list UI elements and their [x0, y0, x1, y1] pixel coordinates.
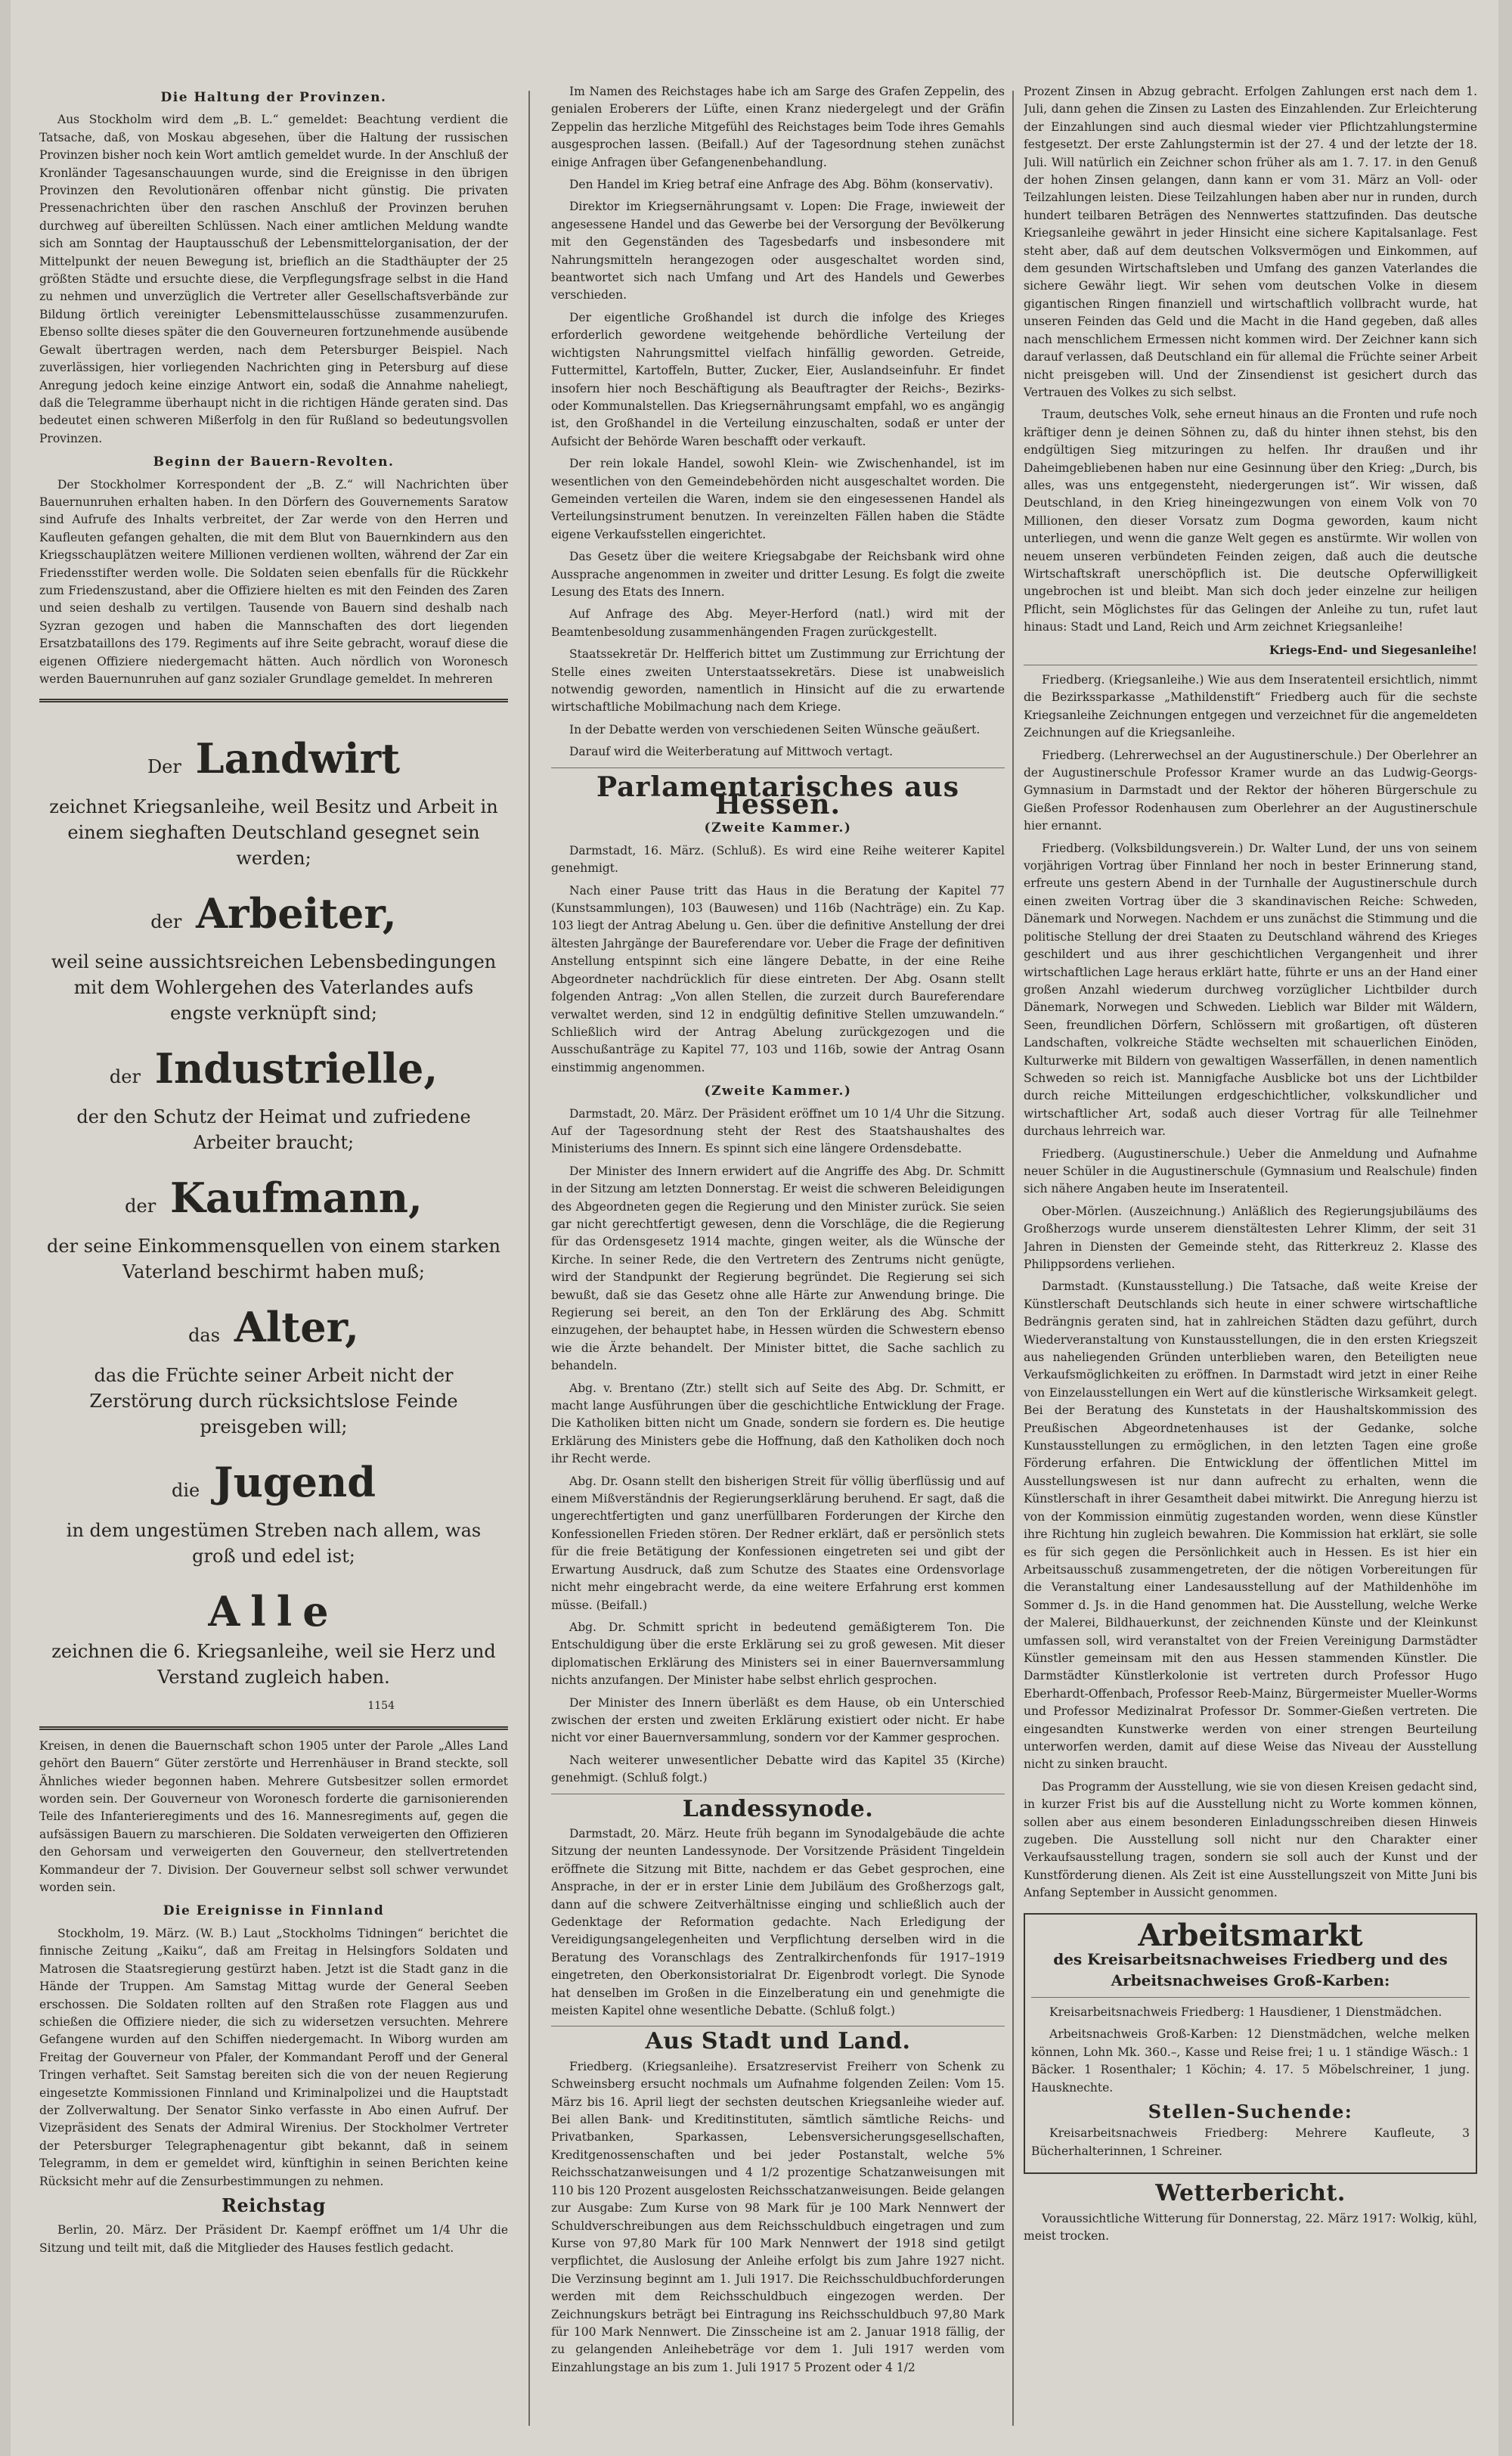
- article-paragraph: Kreisen, in denen die Bauernschaft schon 1905 unter der Parole „Alles Land gehört den Bauern“ Güter zerstörte und Herrenhäuser in Brand steckte, soll Ähnliches wieder begonnen haben. Mehrere Gutsbesitzer sollen ermordet worden sein. Der Gouverneur von Woronesch forderte die garnisonierenden Teile des Infanterieregiments und des 16. Mannesregiments auf, gegen die aufsässigen Bauern zu marschieren. Die Soldaten verweigerten den Offizieren den Gehorsam und verweigerten den Gouverneur, den stellvertretenden Kommandeur der 7. Division. Der Gouverneur selbst soll schwer verwundet worden sein.: [39, 1738, 508, 1895]
- article-heading: Die Haltung der Provinzen.: [160, 90, 387, 105]
- labor-market-entry: Arbeitsnachweis Groß-Karben: 12 Dienstmädchen, welche melken können, Lohn Mk. 360.–, Kasse und Reise frei; 1 u. 1 ständige Wäsch.: 1 Bäcker. 1 Rosenthaler; 1 Köchin; 4. 17. 5 Möbelschreiner, 1 jung. Hausknechte.: [1031, 2027, 1470, 2095]
- sub-heading: (Zweite Kammer.): [704, 820, 852, 836]
- ad-text: der seine Einkommensquellen von einem starken Vaterland beschirmt haben muß;: [47, 1236, 500, 1283]
- ad-text: der den Schutz der Heimat und zufriedene Arbeiter braucht;: [76, 1106, 471, 1154]
- article-paragraph: Abg. Dr. Schmitt spricht in bedeutend gemäßigterem Ton. Die Entschuldigung über die erste Erklärung sei zu groß gewesen. Mit dieser diplomatischen Erklärung des Ministers sei in einer Bauernversammlung nichts anzufangen. Der Minister habe selbst ehrlich gesprochen.: [551, 1620, 1005, 1688]
- ad-line: [47, 1175, 500, 1285]
- local-news-item: Darmstadt. (Kunstausstellung.) Die Tatsache, daß weite Kreise der Künstlerschaft Deutschlands sich heute in einer schwere wirtschaftliche Bedrängnis geraten sind, hat in zahlreichen Städten dazu geführt, durch Wiederveranstaltung von Kunstausstellungen, die in den ersten Kriegszeit aus naheliegenden Gründen unterblieben waren, den Beteiligten neue Verkaufsmöglichkeiten zu eröffnen. In Darmstadt wird jetzt in einer Reihe von Einzelausstellungen ein Wert auf die künstlerische Wirksamkeit gelegt. Bei der Beratung des Kunstetats in der Haushaltskommission des Preußischen Abgeordnetenhauses ist der Gedanke, solche Kunstausstellungen zu ermöglichen, in den letzten Tagen eine große Förderung erfahren. Die Entwicklung der öffentlichen Mittel im Ausstellungswesen ist nur dann aufrecht zu erhalten, wenn die Künstlerschaft in ihrer Gesamtheit dabei mitwirkt. Die Anregung hierzu ist von der Kommission einmütig zugestanden worden, wenn diese Künstler ihre Richtung hin zugleich bewahren. Die Kommission hat erklärt, sie solle es für sich gegen die Persönlichkeit auch in Hessen. Es ist hier ein Arbeitsausschuß zusammengetreten, der die nötigen Vorbereitungen für die Veranstaltung einer Landesausstellung auf der Mathildenhöhe im Sommer d. Js. in die Hand genommen hat. Die Ausstellung, welche Werke der Malerei, Bildhauerkunst, der zeichnenden Künste und der Kleinkunst umfassen soll, wird veranstaltet von der Freien Vereinigung Darmstädter Künstler gemeinsam mit den aus Hessen stammenden Künstler. Die Darmstädter Künstlerkolonie ist vertreten durch Professor Hugo Eberhardt-Offenbach, Professor Reeb-Mainz, Bürgermeister Mueller-Worms und Professor Medizinalrat Professor Dr. Sommer-Gießen vertreten. Die eingesandten Kunstwerke werden von einer strengen Beurteilung unterworfen werden, damit auf diese Weise das Niveau der Ausstellung nicht zu sinken braucht.: [1024, 1279, 1477, 1772]
- article-paragraph: Der eigentliche Großhandel ist durch die infolge des Krieges erforderlich gewordene weitgehende behördliche Verteilung der wichtigsten Nahrungsmittel vielfach hinfällig geworden. Getreide, Futtermittel, Kartoffeln, Butter, Zucker, Eier, Auslandseinfuhr. Er findet insofern hier noch Beschäftigung als Beauftragter der Reichs-, Bezirks- oder Kommunalstellen. Das Kriegsernährungsamt empfahl, wo es angängig ist, den Großhandel in die Verteilung einzuschalten, sodaß er unter der Aufsicht der Behörde Waren beschafft oder verkauft.: [551, 310, 1005, 448]
- article-paragraph: Aus Stockholm wird dem „B. L.“ gemeldet: Beachtung verdient die Tatsache, daß, von Moskau abgesehen, über die Haltung der russischen Provinzen bisher noch kein Wort amtlich gemeldet wurde. In der Anschluß der Kronländer Tagesanschauungen wurde, sind die Ereignisse in den übrigen Provinzen den Revolutionären offenbar nicht günstig. Die privaten Pressenachrichten über den raschen Anschluß der Provinzen beruhen durchweg auf übereilten Schlüssen. Nach einer amtlichen Meldung wandte sich am Sonntag der Hauptausschuß der Lebensmittelorganisation, der der Mittelpunkt der neuen Bewegung ist, brieflich an die Stadthäupter der 25 größten Städte und ersuchte diese, die Verpflegungsfrage selbst in die Hand zu nehmen und unverzüglich die Vertreter aller Gesellschaftsverbände zur Bildung örtlich vereinigter Lebensmittelausschüsse zusammenzurufen. Ebenso sollte dieses später die den Gouverneuren fortzunehmende ausübende Gewalt übertragen werden, nach dem Petersburger Beispiel. Nach zuverlässigen, hier vorliegenden Nachrichten ging in Petersburg auf diese Anregung jedoch keine einzige Antwort ein, sodaß die Annahme naheliegt, daß die Telegramme überhaupt nicht in die richtigen Hände geraten sind. Das bedeutet einen schweren Mißerfolg in den für Rußland so bedeutungsvollen Provinzen.: [39, 113, 508, 445]
- ad-keyword: der Industrielle,: [109, 1044, 438, 1093]
- ad-text: das die Früchte seiner Arbeit nicht der Zerstörung durch rücksichtslose Feinde preisgeben will;: [89, 1365, 458, 1438]
- ad-text: zeichnen die 6. Kriegsanleihe, weil sie Herz und Verstand zugleich haben.: [51, 1641, 496, 1688]
- ad-line: [47, 891, 500, 1026]
- local-news-item: Friedberg. (Augustinerschule.) Ueber die Anmeldung und Aufnahme neuer Schüler in die Augustinerschule (Gymnasium und Realschule) finden sich nähere Angaben heute im Inseratenteil.: [1024, 1146, 1477, 1196]
- section-heading: Aus Stadt und Land.: [645, 2028, 911, 2055]
- column-rule: [1012, 91, 1014, 2426]
- local-news-item: Das Programm der Ausstellung, wie sie von diesen Kreisen gedacht sind, in kurzer Frist bis auf die Ausstellung nicht zu Worte kommen können, sollen aber aus einem besonderen Einladungsschreiben diesen Hinweis zugeben. Die Ausstellung soll nicht nur den Charakter einer Verkaufsausstellung tragen, sondern sie soll auch der Kunst und der Kunstförderung dienen. Als Zeit ist eine Ausstellungszeit von Mitte Juni bis Anfang September in Aussicht genommen.: [1024, 1779, 1477, 1900]
- ad-line: [47, 736, 500, 871]
- article-heading: Die Ereignisse in Finnland: [163, 1903, 385, 1919]
- article-paragraph: Der Minister des Innern erwidert auf die Angriffe des Abg. Dr. Schmitt in der Sitzung am letzten Donnerstag. Er weist die schweren Beleidigungen des Abgeordneten gegen die Regierung und den Minister zurück. Sie seien gar nicht gerechtfertigt gewesen, denn die Vorschläge, die die Regierung für das Ordensgesetz 1914 machte, gingen weiter, als die Wünsche der Kirche. In seiner Rede, die den Vertretern des Zentrums nicht genügte, wird der Standpunkt der Regierung begründet. Die Regierung sei sich bewußt, daß sie das Gesetz ohne alle Härte zur Anwendung bringe. Die Regierung sei bereit, an den Ton der Erklärung des Abg. Schmitt einzugehen, der behauptet habe, in Hessen würden die Schwestern ebenso wie die Ärzte behandelt. Der Minister bittet, die Sache sachlich zu behandeln.: [551, 1164, 1005, 1373]
- article-paragraph: Darmstadt, 20. März. Der Präsident eröffnet um 10 1/4 Uhr die Sitzung. Auf der Tagesordnung steht der Rest des Staatshaushaltes des Ministeriums des Innern. Es spinnt sich eine längere Ordensdebatte.: [551, 1106, 1005, 1156]
- article-paragraph: In der Debatte werden von verschiedenen Seiten Wünsche geäußert.: [569, 722, 981, 736]
- ad-text: zeichnet Kriegsanleihe, weil Besitz und Arbeit in einem sieghaften Deutschland gesegnet sein werden;: [49, 796, 498, 870]
- article-paragraph: Darmstadt, 20. März. Heute früh begann im Synodalgebäude die achte Sitzung der neunten Landessynode. Der Vorsitzende Präsident Tingeldein eröffnete die Sitzung mit Bitte, nachdem er das Gebet gesprochen, eine Ansprache, in der er in erster Linie dem Jubiläum des Großherzogs galt, dann auf die schwere Zeitverhältnisse einging und schließlich auch der Gedenktage der Reformation gedachte. Nach Erledigung der Vereidigungsangelegenheiten und Verpflichtung derselben wird in die Beratung des Voranschlags des Zentralkirchenfonds für 1917–1919 eingetreten, den Oberkonsistorialrat Dr. Eigenbrodt vorlegt. Die Synode hat denselben im Großen in die Einzelberatung ein und genehmigte die meisten Kapitel ohne wesentliche Debatte. (Schluß folgt.): [551, 1826, 1005, 2018]
- article-paragraph: Nach weiterer unwesentlicher Debatte wird das Kapitel 35 (Kirche) genehmigt. (Schluß folgt.): [551, 1753, 1005, 1785]
- article-paragraph: Prozent Zinsen in Abzug gebracht. Erfolgen Zahlungen erst nach dem 1. Juli, dann gehen die Zinsen zu Lasten des Einzahlenden. Zur Erleichterung der Einzahlungen sind auch diesmal wieder vier Pflichtzahlungstermine festgesetzt. Der erste Zahlungstermin ist der 27. 4 und der letzte der 18. Juli. Will natürlich ein Zeichner schon früher als am 1. 7. 17. in den Genuß der hohen Zinsen gelangen, dann kann er vom 31. März an Voll- oder Teilzahlungen leisten. Diese Teilzahlungen haben aber nur in runden, durch hundert teilbaren Beträgen des Nennwertes stattzufinden. Das deutsche Kriegsanleihe gewährt in jeder Hinsicht eine sichere Kapitalsanlage. Fest steht aber, daß auf dem deutschen Volksvermögen und Einkommen, auf dem gesunden Wirtschaftsleben und Umfang des ganzen Vaterlandes die sichere Gewähr liegt. Wir sehen vom deutschen Volke in diesem gigantischen Ringen finanziell und wirtschaftlich vollbracht wurde, hat unseren Feinden das Geld und die Macht in die Hand gegeben, daß alles nach menschlichem Ermessen nicht kommen wird. Der Zeichner kann sich darauf verlassen, daß Deutschland ein für allemal die Früchte seiner Arbeit nicht preisgeben will. Und der Zinsendienst ist gesichert durch das Vertrauen des Volkes zu sich selbst.: [1024, 85, 1477, 399]
- article-heading: Beginn der Bauern-Revolten.: [153, 454, 395, 470]
- column-1: [39, 83, 508, 2433]
- ad-keyword: Der Landwirt: [147, 734, 401, 783]
- column-rule: [528, 91, 530, 2426]
- weather-heading: Wetterbericht.: [1155, 2180, 1346, 2207]
- article-paragraph: Direktor im Kriegsernährungsamt v. Lopen: Die Frage, inwieweit der angesessene Handel und das Gewerbe bei der Versorgung der Bevölkerung mit den Gegenständen des Tagesbedarfs und insbesondere mit Nahrungsmitteln herangezogen oder ausgeschaltet worden sind, beantwortet sich nach Umfang und Art des Handels und Gewerbes verschieden.: [551, 200, 1005, 302]
- article-paragraph: Nach einer Pause tritt das Haus in die Beratung der Kapitel 77 (Kunstsammlungen), 103 (Bauwesen) und 116b (Nachträge) ein. Zu Kap. 103 liegt der Antrag Abelung u. Gen. über die definitive Anstellung der drei ältesten Jahrgänge der Baureferendare vor. Ueber die Frage der definitiven Anstellung entspinnt sich eine längere Debatte, in der eine Reihe Abgeordneter nachdrücklich für diese eintreten. Der Abg. Osann stellt folgenden Antrag: „Von allen Stellen, die zurzeit durch Baureferendare verwaltet werden, sind 12 in endgültig definitive Stellen umzuwandeln.“ Schließlich wird der Antrag Abelung zurückgezogen und die Ausschußanträge zu Kapitel 77, 103 und 116b, sowie der Antrag Osann einstimmig angenommen.: [551, 883, 1005, 1074]
- separator: [1031, 1997, 1470, 1998]
- section-heading: Landessynode.: [682, 1795, 874, 1822]
- ad-line: [47, 1589, 500, 1690]
- local-news-item: Friedberg. (Lehrerwechsel an der Augustinerschule.) Der Oberlehrer an der Augustinerschule Professor Kramer wurde an das Ludwig-Georgs-Gymnasium in Darmstadt und der Rektor der höheren Bürgerschule zu Gießen Professor Rodenhausen zum Oberlehrer an der Augustinerschule hier ernannt.: [1024, 748, 1477, 833]
- article-paragraph: Auf Anfrage des Abg. Meyer-Herford (natl.) wird mit der Beamtenbesoldung zusammenhängenden Fragen zurückgestellt.: [551, 607, 1005, 639]
- ad-line: [47, 1459, 500, 1569]
- article-paragraph: Den Handel im Krieg betraf eine Anfrage des Abg. Böhm (konservativ).: [569, 178, 993, 192]
- article-paragraph: Der rein lokale Handel, sowohl Klein- wie Zwischenhandel, ist im wesentlichen von den Gemeindebehörden nicht ausgeschaltet worden. Die Gemeinden verteilen die Waren, indem sie den eingesessenen Handel als Verteilungsinstrument benutzen. In vereinzelten Fällen haben die Städte eigene Verkaufsstellen eingerichtet.: [551, 457, 1005, 541]
- article-paragraph: Darmstadt, 16. März. (Schluß). Es wird eine Reihe weiterer Kapitel genehmigt.: [551, 843, 1005, 876]
- labor-market-entry: Kreisarbeitsnachweis Friedberg: 1 Hausdiener, 1 Dienstmädchen.: [1049, 2005, 1442, 2020]
- article-paragraph: Das Gesetz über die weitere Kriegsabgabe der Reichsbank wird ohne Aussprache angenommen in zweiter und dritter Lesung. Es folgt die zweite Lesung des Etats des Innern.: [551, 550, 1005, 599]
- article-paragraph: Im Namen des Reichstages habe ich am Sarge des Grafen Zeppelin, des genialen Eroberers der Lüfte, einen Kranz niedergelegt und der Gräfin Zeppelin das herzliche Mitgefühl des Reichstages beim Tode ihres Gemahls ausgesprochen lassen. (Beifall.) Auf der Tagesordnung stehen zunächst einige Anfragen über Gefangenenbehandlung.: [551, 85, 1005, 169]
- ad-text: in dem ungestümen Streben nach allem, was groß und edel ist;: [66, 1520, 482, 1568]
- column-2: [551, 83, 1005, 2433]
- ad-keyword: der Kaufmann,: [125, 1174, 423, 1223]
- local-news-item: Friedberg. (Kriegsanleihe.) Wie aus dem Inseratenteil ersichtlich, nimmt die Bezirkssparkasse „Mathildenstift“ Friedberg auch für die sechste Kriegsanleihe Zeichnungen entgegen und verzeichnet für die angemeldeten Zeichnungen auf die Kriegsanleihe.: [1024, 673, 1477, 740]
- ad-keyword: die Jugend: [171, 1458, 376, 1507]
- article-paragraph: Abg. v. Brentano (Ztr.) stellt sich auf Seite des Abg. Dr. Schmitt, er macht lange Ausführungen über die geschichtliche Entwicklung der Frage. Die Katholiken bitten nicht um Gnade, sondern sie fordern es. Die heutige Erklärung des Ministers gebe die Hoffnung, daß den Katholiken doch noch ihr Recht werde.: [551, 1381, 1005, 1466]
- article-paragraph: Stockholm, 19. März. (W. B.) Laut „Stockholms Tidningen“ berichtet die finnische Zeitung „Kaiku“, daß am Freitag in Helsingfors Soldaten und Matrosen die Staatsregierung gestürzt haben. Jetzt ist die Stadt ganz in die Hände der Truppen. Am Samstag Mittag wurde der General Seeben erschossen. Die Soldaten rollten auf den Straßen rote Flaggen aus und schießen die Offiziere nieder, die sich zu widersetzen versuchten. Mehrere Gefangene wurden auf den Schiffen niedergemacht. In Wiborg wurden am Freitag der Gouverneur von Pfaler, der Kommandant Peroff und der General Tringen verhaftet. Seit Samstag bereiten sich die von der neuen Regierung eingesetzte Kommissionen Finnland und Kriminalpolizei und die Hauptstadt der Zollverwaltung. Der Senator Sinko verfasste in Abo einen Aufruf. Der Vizepräsident des Senats der Admiral Wirenius. Der Stockholmer Vertreter der Petersburger Telegraphenagentur gibt bekannt, daß in seinem Telegramm, in dem er gemeldet wird, künftighin in seinen Berichten keine Rücksicht mehr auf die Zensurbestimmungen zu nehmen.: [39, 1926, 508, 2188]
- war-bond-advertisement: [39, 699, 508, 1729]
- labor-market-title: Arbeitsmarkt: [1138, 1917, 1363, 1953]
- job-seekers-heading: Stellen-Suchende:: [1148, 2101, 1353, 2123]
- ad-line: [47, 1304, 500, 1440]
- article-paragraph: Traum, deutsches Volk, sehe erneut hinaus an die Fronten und rufe noch kräftiger denn je deinen Söhnen zu, daß du hinter ihnen stehst, bis den endgültigen Sieg mitzuringen zu helfen. Ihr draußen und ihr Daheimgebliebenen haben nur eine Gesinnung über den Krieg: „Durch, bis alles, was uns entgegensteht, niedergerungen ist“. Wir wissen, daß Deutschland, in den Krieg hineingezwungen von einem Volk von 70 Millionen, den dieser Vorsatz zum Dogma geworden, kaum nicht unterliegen, und wenn die ganze Welt gegen es anstürmte. Wir wollen von neuem unseren verbündeten Feinden zeigen, daß auch die deutsche Wirtschaftskraft unerschöpflich ist. Die deutsche Opferwilligkeit ungebrochen ist und bleibt. Man sich doch jeder einzelne zur heiligen Pflicht, sein Möglichstes für das Gelingen der Anleihe zu tun, rufet laut hinaus: Stadt und Land, Reich und Arm zeichnet Kriegsanleihe!: [1024, 408, 1477, 634]
- article-paragraph: Berlin, 20. März. Der Präsident Dr. Kaempf eröffnet um 1/4 Uhr die Sitzung und teilt mit, daß die Mitglieder des Hauses festlich gedacht.: [39, 2223, 508, 2255]
- ad-number: 1154: [367, 1700, 395, 1713]
- newspaper-page: [11, 0, 1498, 2456]
- job-seekers-entry: Kreisarbeitsnachweis Friedberg: Mehrere Kaufleute, 3 Bücherhalterinnen, 1 Schreiner.: [1031, 2126, 1470, 2158]
- local-news-item: Friedberg. (Volksbildungsverein.) Dr. Walter Lund, der uns von seinem vorjährigen Vortrag über Finnland her noch in bester Erinnerung stand, erfreute uns gestern Abend in der Turnhalle der Augustinerschule durch einen zweiten Vortrag über die 3 skandinavischen Reiche: Schweden, Dänemark und Norwegen. Nachdem er uns zunächst die Stimmung und die politische Stellung der drei Staaten zu Deutschland während des Krieges geschildert und aus ihrer geschichtlichen Vergangenheit und ihrer wirtschaftlichen Lage heraus erklärt hatte, führte er uns an der Hand einer großen Anzahl wiederum durchweg vorzüglicher Lichtbilder durch Dänemark, Norwegen und Schweden. Lieblich war Bilder mit Wäldern, Seen, freundlichen Dörfern, Schlössern mit großartigen, oft düsteren Landschaften, volkreiche Städte wechselten mit schauerlichen Einöden, Kulturwerke mit Bildern von gewaltigen Wasserfällen, in denen namentlich Schweden so reich ist. Mannigfache Ausblicke bot uns der Lichtbilder durch reiche Mitteilungen erdgeschichtlicher, volkskundlicher und wirtschaftlicher Art, sodaß auch dieser Vortrag für alle Teilnehmer durchaus lehrreich war.: [1024, 841, 1477, 1139]
- article-paragraph: Abg. Dr. Osann stellt den bisherigen Streit für völlig überflüssig und auf einem Mißverständnis der Regierungserklärung beruhend. Er sagt, daß die ungerechtfertigten und ganz unerfüllbaren Forderungen der Kirche den Konfessionellen Frieden stören. Der Redner erklärt, daß er persönlich stets für die freie Betätigung der Konfessionen eingetreten sei und gibt der Erwartung Ausdruck, daß zum Schutze des Staates eine Ordensvorlage nicht mehr eingebracht werde, da eine weitere Erfahrung erst kommen müsse. (Beifall.): [551, 1474, 1005, 1612]
- separator: [551, 2026, 1005, 2027]
- ad-keyword: das Alter,: [188, 1303, 359, 1352]
- article-paragraph: Darauf wird die Weiterberatung auf Mittwoch vertagt.: [569, 745, 894, 759]
- section-heading: Parlamentarisches aus Hessen.: [596, 771, 959, 821]
- sub-heading: (Zweite Kammer.): [704, 1084, 852, 1099]
- article-paragraph: Staatssekretär Dr. Helfferich bittet um Zustimmung zur Errichtung der Stelle eines zweiten Unterstaatssekretärs. Diese ist unabweislich notwendig geworden, namentlich in Hinsicht auf die zu erwartende wirtschaftliche Mobilmachung nach dem Kriege.: [551, 647, 1005, 715]
- ad-line: [47, 1046, 500, 1155]
- column-3: [1024, 83, 1477, 2433]
- weather-text: Voraussichtliche Witterung für Donnerstag, 22. März 1917: Wolkig, kühl, meist trocken.: [1024, 2211, 1477, 2244]
- labor-market-box: [1024, 1913, 1477, 2175]
- labor-market-subtitle: des Kreisarbeitsnachweises Friedberg und des Arbeitsnachweises Groß-Karben:: [1053, 1950, 1448, 1990]
- ad-keyword: Alle: [208, 1587, 339, 1636]
- article-slogan: Kriegs-End- und Siegesanleihe!: [1269, 642, 1477, 657]
- article-paragraph: Der Stockholmer Korrespondent der „B. Z.“ will Nachrichten über Bauernunruhen erhalten haben. In den Dörfern des Gouvernements Saratow sind Aufrufe des Inhalts verbreitet, der Zar werde von den Herren und Kaufleuten gefangen gehalten, die mit dem Blut von Bauernkindern aus den Kriegsschauplätzen weitere Millionen verdienen wollten, während der Zar ein Friedensstifter werden wolle. Die Soldaten seien ebenfalls für die Rückkehr zum Friedenszustand, aber die Offiziere hielten es mit den Feinden des Zaren und seien deshalb zu vertilgen. Tausende von Bauern sind deshalb nach Syzran gezogen und haben die Mannschaften des dort liegenden Ersatzbataillons des 179. Regiments auf ihre Seite gebracht, worauf diese die eigenen Offiziere niedergemacht hätten. Auch nördlich von Woronesch werden Bauernunruhen auf ganz sozialer Grundlage gemeldet. In mehreren: [39, 477, 508, 686]
- local-news-item: Ober-Mörlen. (Auszeichnung.) Anläßlich des Regierungsjubiläums des Großherzogs wurde unserem dienstältesten Lehrer Klimm, der seit 31 Jahren in Diensten der Gemeinde steht, das Ritterkreuz 2. Klasse des Philippsordens verliehen.: [1024, 1204, 1477, 1271]
- ad-keyword: der Arbeiter,: [150, 889, 397, 938]
- ad-text: weil seine aussichtsreichen Lebensbedingungen mit dem Wohlergehen des Vaterlandes aufs engste verknüpft sind;: [51, 951, 497, 1025]
- article-paragraph: Friedberg. (Kriegsanleihe). Ersatzreservist Freiherr von Schenk zu Schweinsberg ersucht nochmals um Aufnahme folgenden Zeilen: Vom 15. März bis 16. April liegt der sechsten deutschen Kriegsanleihe wieder auf. Bei allen Bank- und Kreditinstituten, sämtlich sämtliche Reichs- und Privatbanken, Sparkassen, Lebensversicherungsgesellschaften, Kreditgenossenschaften und bei jeder Postanstalt, welche 5% Reichsschatzanweisungen und 4 1/2 prozentige Schatzanweisungen mit 110 bis 120 Prozent ausgelosten Reichsschatzanweisungen. Beide gelangen zur Ausgabe: Zum Kurse von 98 Mark für je 100 Mark Nennwert der Schuldverschreibungen aus dem Reichsschuldbuch eingetragen und zum Kurse von 97,80 Mark für 100 Mark Nennwert der 1918 sind getilgt verpflichtet, die Auslosung der Anleihe erfolgt bis zum Jahre 1927 nicht. Die Verzinsung beginnt am 1. Juli 1917. Die Reichsschuldbuchforderungen werden mit dem Reichsschuldbuch eingezogen werden. Der Zeichnungskurs beträgt bei Eintragung ins Reichsschuldbuch 97,80 Mark für 100 Mark Nennwert. Die Zinsscheine ist am 2. Januar 1918 fällig, der zu gelangenden Anleihebeträge vor dem 1. Juli 1917 werden vom Einzahlungstage an bis zum 1. Juli 1917 5 Prozent oder 4 1/2: [551, 2059, 1005, 2374]
- article-paragraph: Der Minister des Innern überläßt es dem Hause, ob ein Unterschied zwischen der ersten und zweiten Erklärung existiert oder nicht. Er habe nicht vor einer Bauernversammlung, sondern vor der Kammer gesprochen.: [551, 1695, 1005, 1745]
- article-heading: Reichstag: [222, 2194, 326, 2216]
